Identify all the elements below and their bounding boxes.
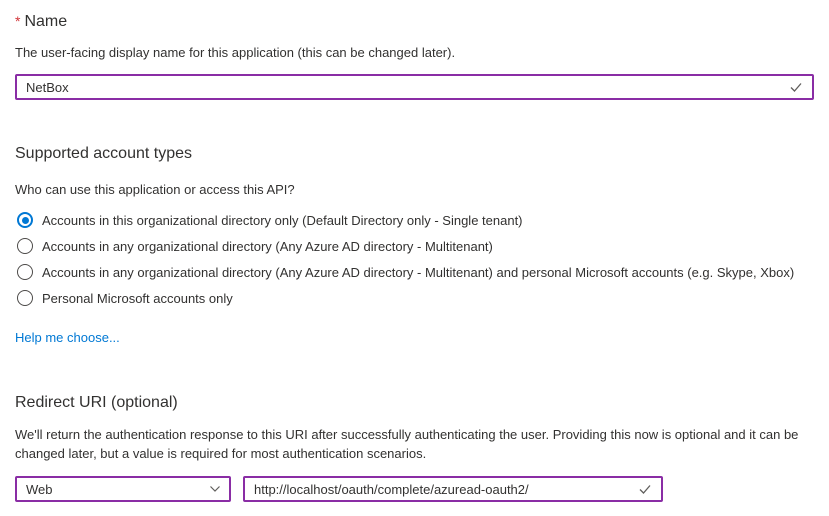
- account-types-radio-group: [15, 207, 814, 311]
- name-heading-label: Name: [24, 13, 68, 30]
- checkmark-icon: [788, 79, 804, 95]
- help-me-choose-link[interactable]: Help me choose...: [15, 330, 120, 345]
- account-type-option-personal-only[interactable]: [15, 285, 814, 311]
- radio-label[interactable]: Accounts in any organizational directory (Any Azure AD directory - Multitenant) and personal Microsoft accounts (e.g. Skype, Xbox): [42, 264, 795, 280]
- radio-button[interactable]: [17, 212, 33, 228]
- radio-button[interactable]: [17, 238, 33, 254]
- checkmark-icon: [637, 481, 653, 497]
- redirect-uri-description: We'll return the authentication response to this URI after successfully authenticating the user. Providing this now is optional and it can be changed later, but a value is required for most authentication scenarios.: [15, 427, 799, 461]
- platform-selected-value: Web: [26, 481, 53, 497]
- redirect-uri-row: [15, 476, 814, 502]
- name-description: The user-facing display name for this application (this can be changed later).: [15, 45, 456, 60]
- radio-button[interactable]: [17, 264, 33, 280]
- name-input[interactable]: [17, 80, 788, 95]
- account-types-question: Who can use this application or access this API?: [15, 182, 295, 197]
- chevron-down-icon[interactable]: [209, 483, 221, 495]
- account-types-heading: Supported account types: [15, 145, 193, 162]
- platform-select[interactable]: [15, 476, 231, 502]
- account-type-option-single-tenant[interactable]: [15, 207, 814, 233]
- redirect-uri-heading: Redirect URI (optional): [15, 394, 178, 411]
- radio-label[interactable]: Accounts in this organizational directory only (Default Directory only - Single tenant): [42, 212, 523, 228]
- redirect-uri-input[interactable]: [245, 482, 637, 497]
- radio-label[interactable]: Personal Microsoft accounts only: [42, 290, 233, 306]
- redirect-uri-input-container: [243, 476, 663, 502]
- required-asterisk: *: [15, 13, 21, 29]
- radio-button[interactable]: [17, 290, 33, 306]
- radio-label[interactable]: Accounts in any organizational directory (Any Azure AD directory - Multitenant): [42, 238, 493, 254]
- account-type-option-multitenant-personal[interactable]: [15, 259, 814, 285]
- name-input-container: [15, 74, 814, 100]
- account-type-option-multitenant[interactable]: [15, 233, 814, 259]
- name-section-heading: [15, 11, 814, 32]
